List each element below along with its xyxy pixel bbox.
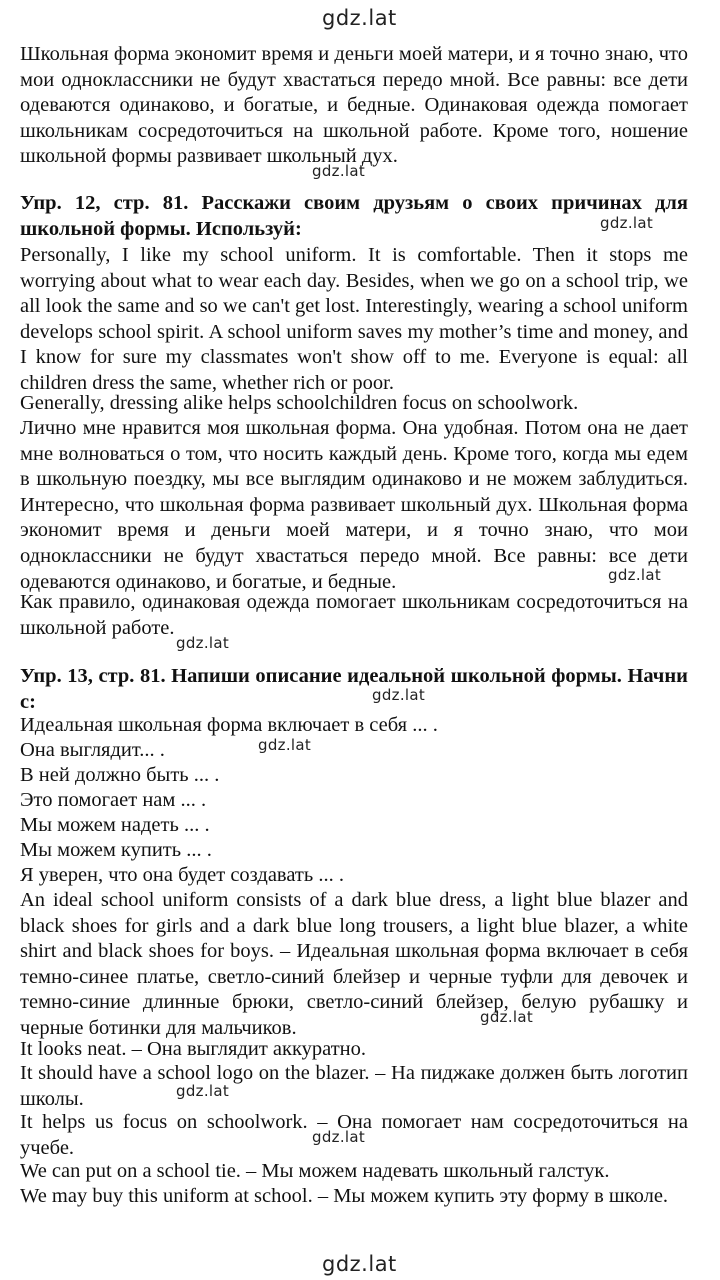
exercise-13-answer: We may buy this uniform at school. – Мы можем купить эту форму в школе.	[20, 1185, 669, 1207]
watermark: gdz.lat	[480, 1008, 534, 1026]
exercise-13-answer: An ideal school uniform consists of a dark blue dress, a light blue blazer and black shoes for girls and a dark blue long trousers, a light blue blazer, a white shirt and black shoes for boys. – Идеальная школьная форма включает в себя темно-синее платье, светло-синий блейзер и черные туфли для девочек и темно-синие длинные брюки, светло-синий блейзер, белую рубашку и черные ботинки для мальчиков.	[20, 889, 688, 1039]
intro-paragraph: Школьная форма экономит время и деньги моей матери, и я точно знаю, что мои одноклассники не будут хвастаться передо мной. Все равны: все дети одеваются одинаково, и богатые, и бедные. Одинаковая одежда помогает школьникам сосредоточиться на школьной работе. Кроме того, ношение школьной формы развивает школьный дух.	[20, 43, 688, 168]
exercise-13-answer: It helps us focus on schoolwork. – Она помогает нам сосредоточиться на учебе.	[20, 1111, 688, 1159]
watermark: gdz.lat	[258, 736, 312, 754]
exercise-13-prompt: Это помогает нам ... .	[20, 789, 207, 811]
watermark: gdz.lat	[372, 686, 426, 704]
watermark: gdz.lat	[176, 634, 230, 652]
exercise-12-russian: Лично мне нравится моя школьная форма. Она удобная. Потом она не дает мне волноваться о том, что носить каждый день. Кроме того, когда мы едем в школьную поездку, мы все выглядим одинаково и не можем заблудиться. Интересно, что школьная форма развивает школьный дух. Школьная форма экономит время и деньги моей матери, и я точно знаю, что мои одноклассники не будут хвастаться передо мной. Все равны: все дети одеваются одинаково, и богатые, и бедные.	[20, 417, 688, 593]
exercise-12-english: Personally, I like my school uniform. It is comfortable. Then it stops me worrying about what to wear each day. Besides, when we go on a school trip, we all look the same and so we can't get lost. Interestingly, wearing a school uniform develops school spirit. A school uniform saves my mother’s time and money, and I know for sure my classmates won't show off to me. Everyone is equal: all children dress the same, whether rich or poor.	[20, 244, 688, 394]
exercise-13-answer: We can put on a school tie. – Мы можем надевать школьный галстук.	[20, 1160, 610, 1182]
exercise-13-prompt: Идеальная школьная форма включает в себя ... .	[20, 714, 438, 736]
watermark: gdz.lat	[608, 566, 662, 584]
exercise-13-prompt: Я уверен, что она будет создавать ... .	[20, 864, 344, 886]
exercise-13-answer: It looks neat. – Она выглядит аккуратно.	[20, 1038, 367, 1060]
exercise-12-english-last: Generally, dressing alike helps schoolchildren focus on schoolwork.	[20, 392, 579, 414]
watermark-bottom: gdz.lat	[322, 1252, 397, 1276]
watermark: gdz.lat	[312, 1128, 366, 1146]
watermark: gdz.lat	[176, 1082, 230, 1100]
watermark-top: gdz.lat	[322, 6, 397, 30]
exercise-13-answer: It should have a school logo on the blazer. – На пиджаке должен быть логотип школы.	[20, 1062, 688, 1110]
watermark: gdz.lat	[312, 162, 366, 180]
watermark: gdz.lat	[600, 214, 654, 232]
exercise-13-prompt: В ней должно быть ... .	[20, 764, 220, 786]
exercise-13-prompt: Мы можем купить ... .	[20, 839, 212, 861]
exercise-13-prompt: Она выглядит... .	[20, 739, 165, 761]
exercise-12-heading: Упр. 12, стр. 81. Расскажи своим друзьям о своих причинах для школьной формы. Используй:	[20, 192, 688, 240]
exercise-13-heading: Упр. 13, стр. 81. Напиши описание идеальной школьной формы. Начни с:	[20, 665, 688, 713]
exercise-13-prompt: Мы можем надеть ... .	[20, 814, 210, 836]
exercise-12-russian-last: Как правило, одинаковая одежда помогает школьникам сосредоточиться на школьной работе.	[20, 591, 688, 639]
